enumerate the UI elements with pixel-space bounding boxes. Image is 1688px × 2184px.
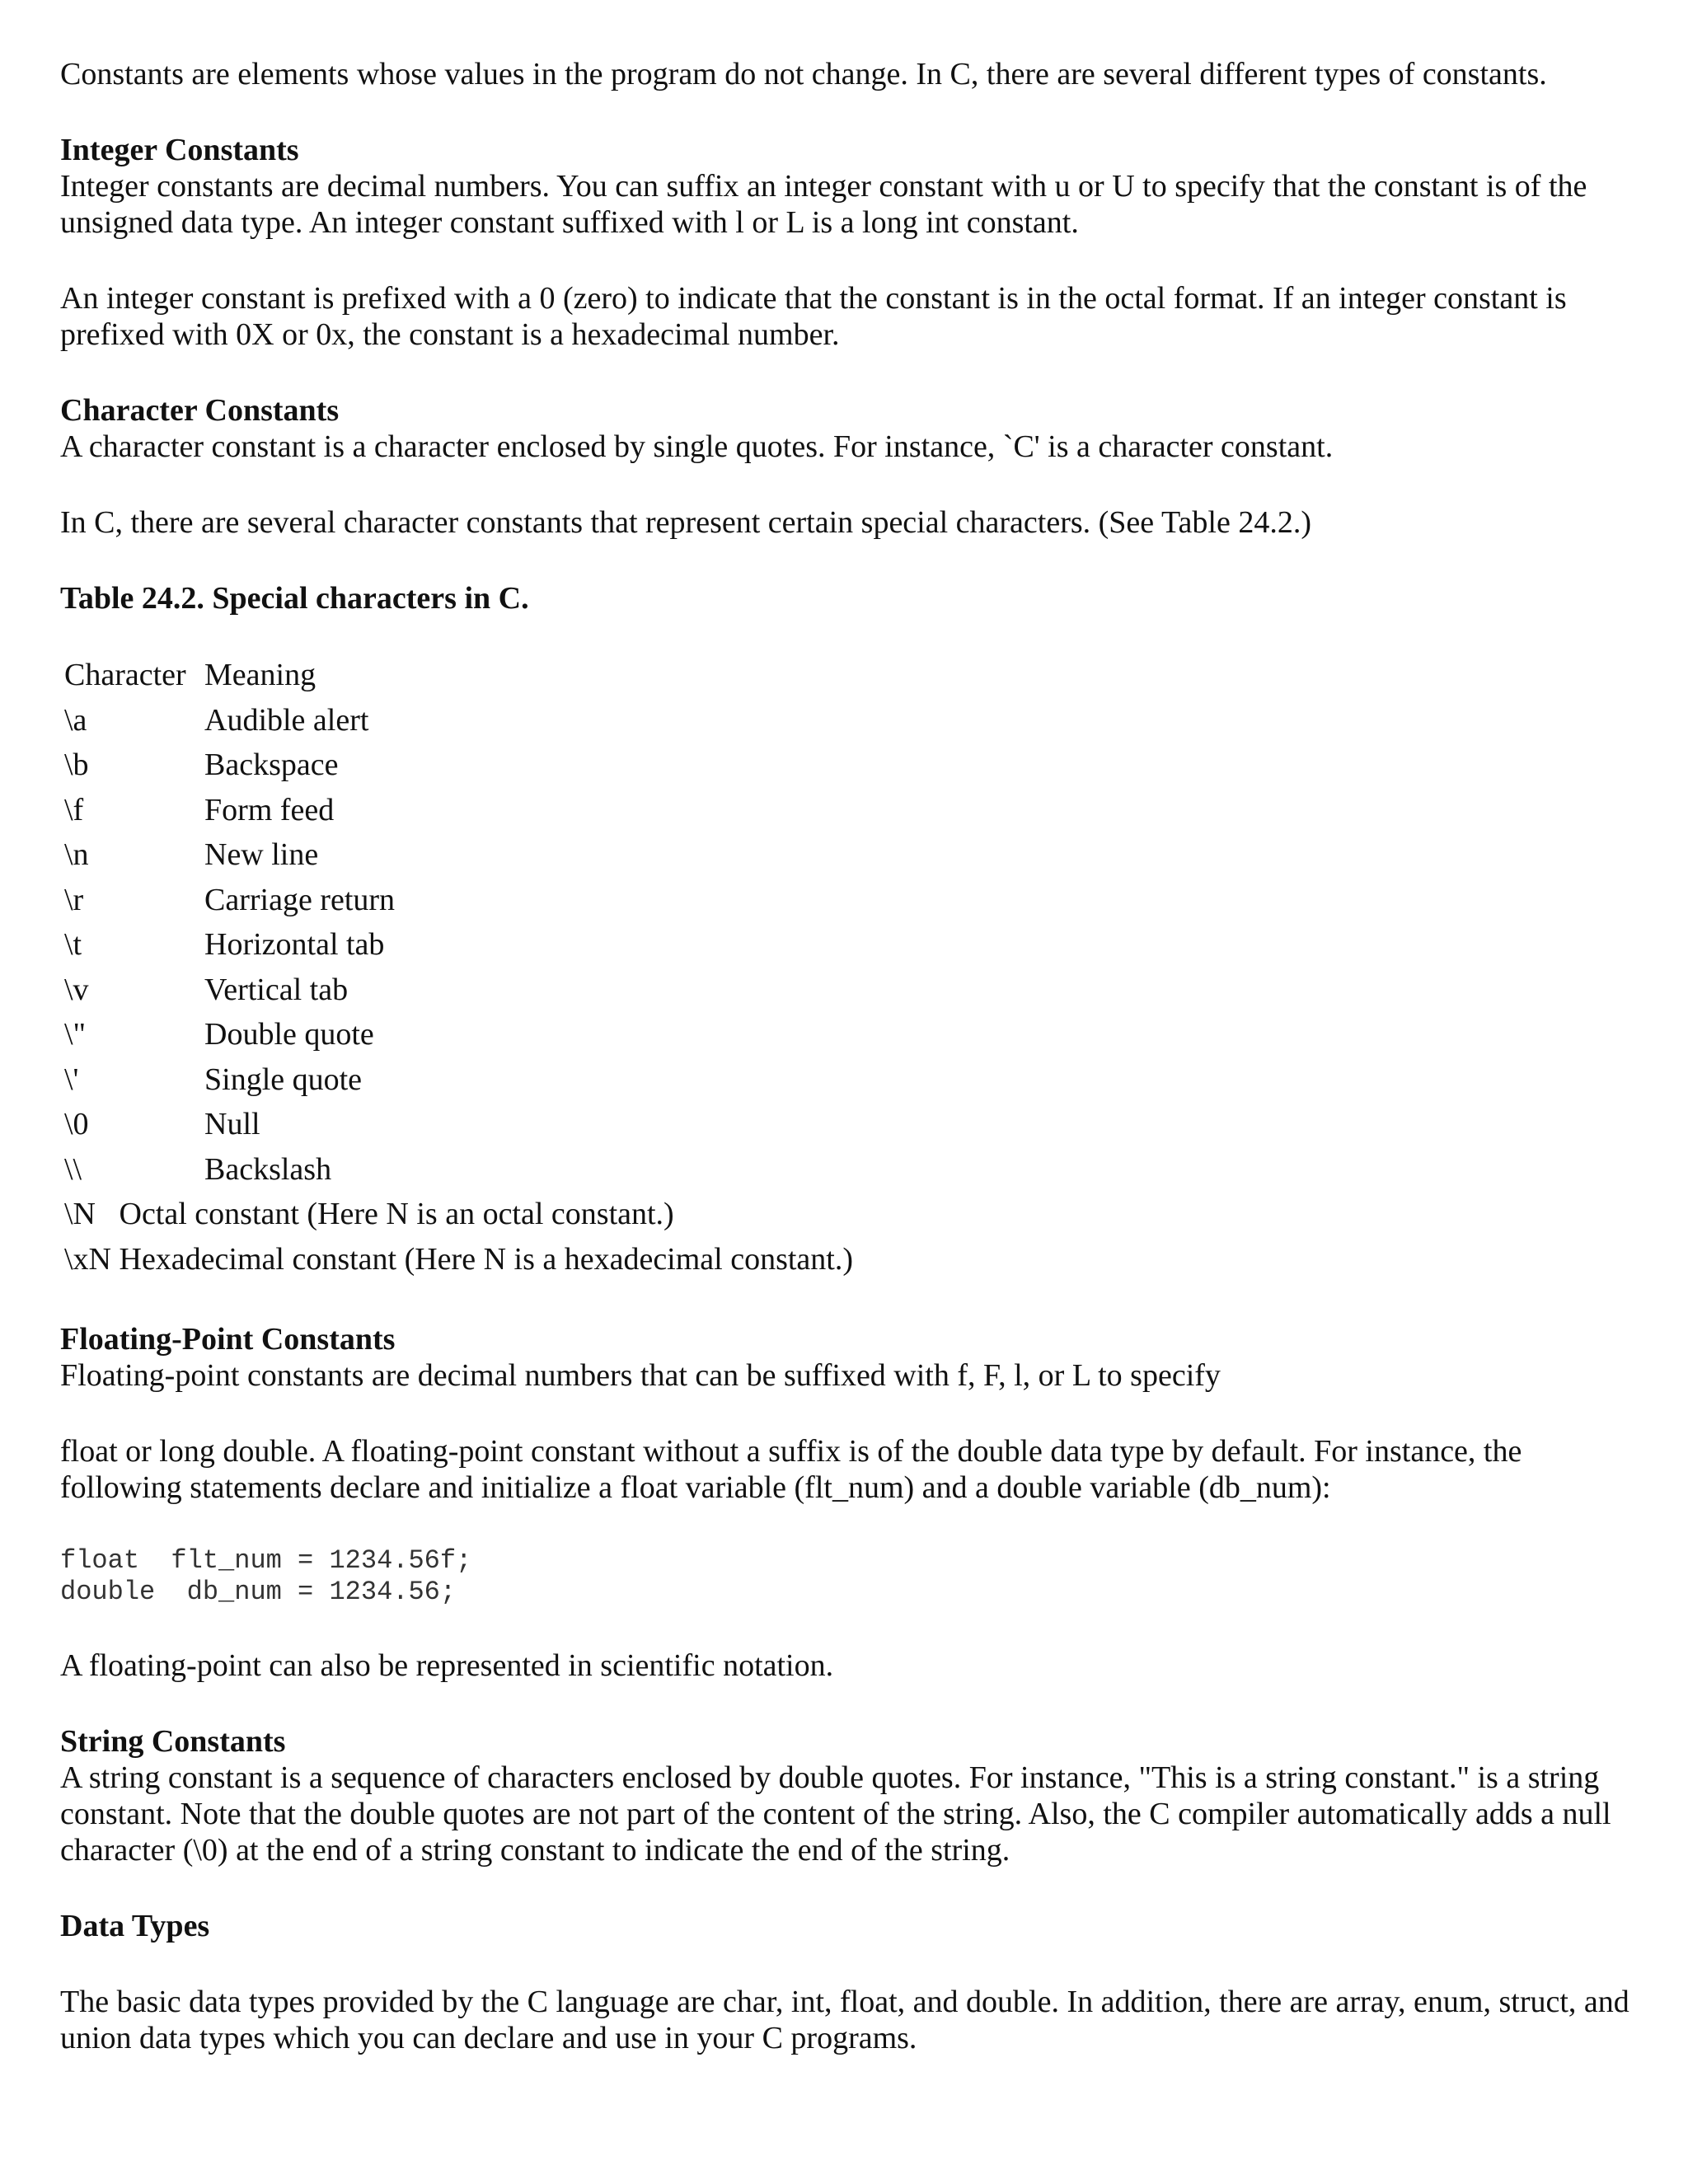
table-cell-meaning: Vertical tab: [204, 972, 349, 1007]
table-cell-meaning: Horizontal tab: [204, 927, 385, 963]
table-cell-meaning: Carriage return: [204, 882, 396, 917]
table-row: [64, 968, 400, 1013]
table-cell-character: \N: [64, 1197, 96, 1231]
table-header-character: Character: [64, 658, 186, 693]
floating-point-section: [60, 1321, 1634, 1394]
table-cell-character: \': [64, 1062, 79, 1097]
data-types-heading: Data Types: [60, 1909, 210, 1943]
character-constants-paragraph-1: A character constant is a character enclosed by single quotes. For instance, `C' is a character constant.: [60, 429, 1334, 464]
table-cell-meaning: Octal constant (Here N is an octal constant.): [119, 1197, 674, 1231]
table-row: [64, 1057, 400, 1103]
table-wide-rows: [60, 1192, 1634, 1282]
integer-constants-paragraph-1: Integer constants are decimal numbers. You can suffix an integer constant with u or U to specify that the constant is of the unsigned data type. An integer constant suffixed with l or L is a long int constant.: [60, 169, 1587, 240]
table-row: [64, 922, 400, 968]
table-row: [64, 1102, 400, 1147]
string-constants-section: [60, 1723, 1634, 1868]
table-cell-character: \0: [64, 1107, 89, 1142]
floating-point-heading: Floating-Point Constants: [60, 1322, 396, 1357]
special-characters-table: [64, 653, 400, 1192]
table-cell-character: \n: [64, 837, 89, 873]
table-cell-character: \\: [64, 1151, 82, 1187]
character-constants-paragraph-2: In C, there are several character constants that represent certain special characters. (See Table 24.2.): [60, 505, 1311, 540]
table-row: [64, 832, 400, 878]
intro-paragraph: Constants are elements whose values in the program do not change. In C, there are several different types of constants.: [60, 57, 1547, 91]
table-row: [64, 788, 400, 833]
table-row: [64, 698, 400, 743]
table-cell-meaning: Single quote: [204, 1062, 363, 1097]
table-row: [64, 1237, 1634, 1282]
floating-point-paragraph-1: Floating-point constants are decimal numbers that can be suffixed with f, F, l, or L to specify: [60, 1358, 1221, 1393]
table-row: [64, 1192, 1634, 1237]
table-cell-meaning: Form feed: [204, 792, 335, 827]
table-cell-character: \f: [64, 792, 84, 827]
table-cell-meaning: Double quote: [204, 1017, 374, 1052]
floating-point-paragraph-3: A floating-point can also be represented in scientific notation.: [60, 1648, 834, 1683]
table-cell-meaning: Hexadecimal constant (Here N is a hexadecimal constant.): [119, 1241, 854, 1277]
table-header-meaning: Meaning: [204, 658, 316, 693]
table-cell-character: \b: [64, 748, 89, 783]
table-cell-meaning: Backslash: [204, 1151, 332, 1187]
table-cell-character: \a: [64, 702, 87, 738]
table-cell-character: \r: [64, 882, 84, 917]
table-cell-character: \xN: [64, 1241, 111, 1277]
table-cell-character: \": [64, 1017, 87, 1052]
character-constants-section: [60, 392, 1634, 465]
table-cell-meaning: New line: [204, 837, 319, 873]
table-cell-meaning: Audible alert: [204, 702, 369, 738]
table-cell-character: \v: [64, 972, 89, 1007]
character-constants-heading: Character Constants: [60, 393, 340, 428]
table-row: [64, 1012, 400, 1057]
table-caption: Table 24.2. Special characters in C.: [60, 581, 529, 616]
integer-constants-heading: Integer Constants: [60, 133, 299, 167]
integer-constants-section: [60, 132, 1634, 241]
table-row: [64, 878, 400, 923]
table-row: [64, 743, 400, 788]
floating-point-paragraph-2: float or long double. A floating-point constant without a suffix is of the double data type by default. For instance, the following statements declare and initialize a float variable (flt_num) and a double variable (db_num):: [60, 1434, 1522, 1505]
string-constants-heading: String Constants: [60, 1724, 286, 1759]
table-cell-meaning: Null: [204, 1107, 260, 1142]
document-page: [60, 56, 1634, 2056]
table-row: [64, 1147, 400, 1193]
table-header-row: [64, 653, 400, 698]
table-cell-meaning: Backspace: [204, 748, 339, 783]
table-cell-character: \t: [64, 927, 82, 963]
data-types-paragraph: The basic data types provided by the C language are char, int, float, and double. In addition, there are array, enum, struct, and union data types which you can declare and use in your C programs.: [60, 1985, 1629, 2055]
code-block: float flt_num = 1234.56f; double db_num = 1234.56;: [60, 1545, 472, 1607]
string-constants-paragraph: A string constant is a sequence of characters enclosed by double quotes. For instance, "This is a string constant." is a string constant. Note that the double quotes are not part of the content of the string. Also, the C compiler automatically adds a null character (\0) at the end of a string constant to indicate the end of the string.: [60, 1760, 1611, 1868]
integer-constants-paragraph-2: An integer constant is prefixed with a 0 (zero) to indicate that the constant is in the octal format. If an integer constant is prefixed with 0X or 0x, the constant is a hexadecimal number.: [60, 281, 1567, 352]
